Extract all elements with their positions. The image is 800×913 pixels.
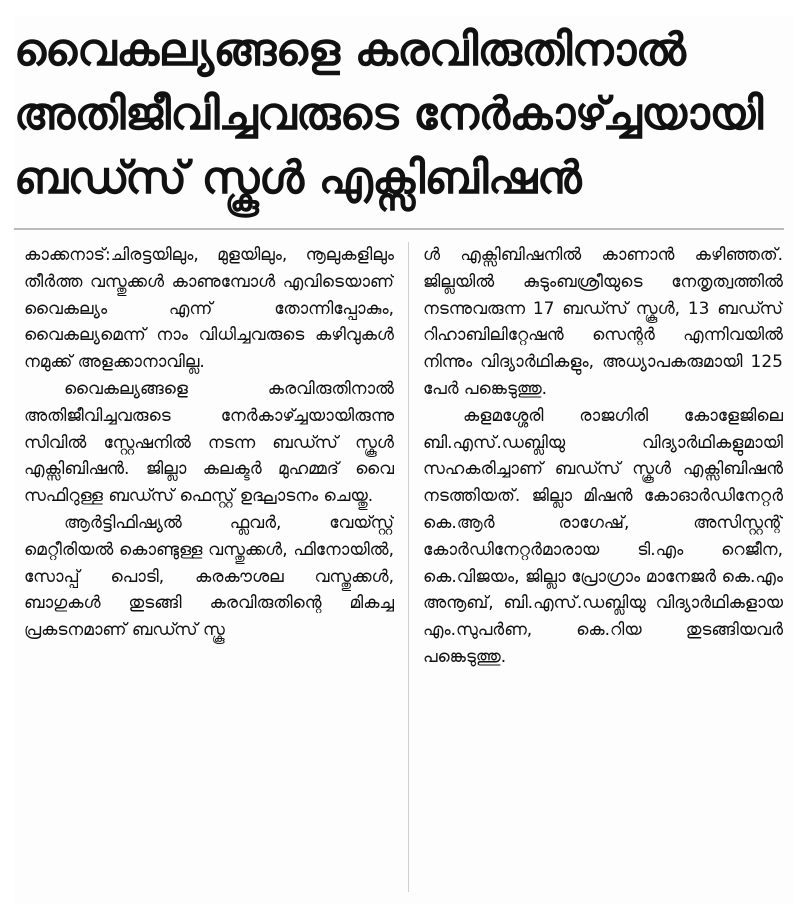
headline-line-3: ബഡ്സ് സ്കൂൾ എക്സിബിഷൻ <box>14 151 582 204</box>
article-column-right <box>423 242 783 897</box>
headline <box>14 18 784 210</box>
paragraph-1: കാക്കനാട്:ചിരട്ടയിലും, മുളയിലും, നൂലുകളിലും തീർത്ത വസ്തുക്കൾ കാണുമ്പോൾ എവിടെയാണ് വൈകല്യം എന്ന് തോന്നിപ്പോകും, വൈകല്യമെന്ന് നാം വിധിച്ചവരുടെ കഴിവുകൾ നമുക്ക് അളക്കാനാവില്ല. <box>24 245 394 373</box>
headline-line-2: അതിജീവിച്ചവരുടെ നേർകാഴ്ച്ചയായി <box>14 87 763 140</box>
article-column-left <box>24 242 394 897</box>
headline-rule <box>14 228 784 230</box>
headline-line-1: വൈകല്യങ്ങളെ കരവിരുതിനാൽ <box>14 23 686 76</box>
paragraph-2: വൈകല്യങ്ങളെ കരവിരുതിനാൽ അതിജീവിച്ചവരുടെ നേർകാഴ്ച്ചയായിരുന്നു സിവിൽ സ്റ്റേഷനിൽ നടന്ന ബഡ്സ് സ്കൂൾ എക്സിബിഷൻ. ജില്ലാ കലക്ടർ മുഹമ്മദ് വൈ സഫിറുള്ള ബഡ്സ് ഫെസ്റ്റ് ഉദ്ഘാടനം ചെയ്തു. <box>24 378 394 507</box>
paragraph-5: കളമശ്ശേരി രാജഗിരി കോളേജിലെ ബി.എസ്.ഡബ്ലിയു വിദ്യാർഥികളുമായി സഹകരിച്ചാണ് ബഡ്സ് സ്കൂൾ എക്സിബിഷൻ നടത്തിയത്. ജില്ലാ മിഷൻ കോഓർഡിനേറ്റർ കെ.ആർ രാഗേഷ്, അസിസ്റ്റന്റ് കോർഡിനേറ്റർമാരായ ടി.എം റെജീന, കെ.വിജയം, ജില്ലാ പ്രോഗ്രാം മാനേജർ കെ.എം അനൂബ്, ബി.എസ്.ഡബ്ലിയു വിദ്യാർഥികളായ എം.സുപർണ, കെ.റിയ തുടങ്ങിയവർ പങ്കെടുത്തു. <box>423 405 783 667</box>
paragraph-4: ൾ എക്സിബിഷനിൽ കാണാൻ കഴിഞ്ഞത്. ജില്ലയിൽ കുടുംബശ്രീയുടെ നേതൃത്വത്തിൽ നടന്നുവരുന്ന 17 ബഡ്സ് സ്കൂൾ, 13 ബഡ്സ് റിഹാബിലിറ്റേഷൻ സെന്റർ എന്നിവയിൽ നിന്നും വിദ്യാർഥികളും, അധ്യാപകരുമായി 125 പേർ പങ്കെടുത്തു. <box>423 245 783 399</box>
paragraph-3: ആർട്ടിഫിഷ്യൽ ഫ്ലവർ, വേയ്സ്റ്റ് മെറ്റീരിയൽ കൊണ്ടുള്ള വസ്തുക്കൾ, ഫിനോയിൽ, സോപ്പ് പൊടി, കരകൗശല വസ്തുക്കൾ, ബാഗുകൾ തുടങ്ങി കരവിരുതിന്റെ മികച്ച പ്രകടനമാണ് ബഡ്സ് സ്കൂ <box>24 512 394 641</box>
column-divider <box>408 242 409 892</box>
